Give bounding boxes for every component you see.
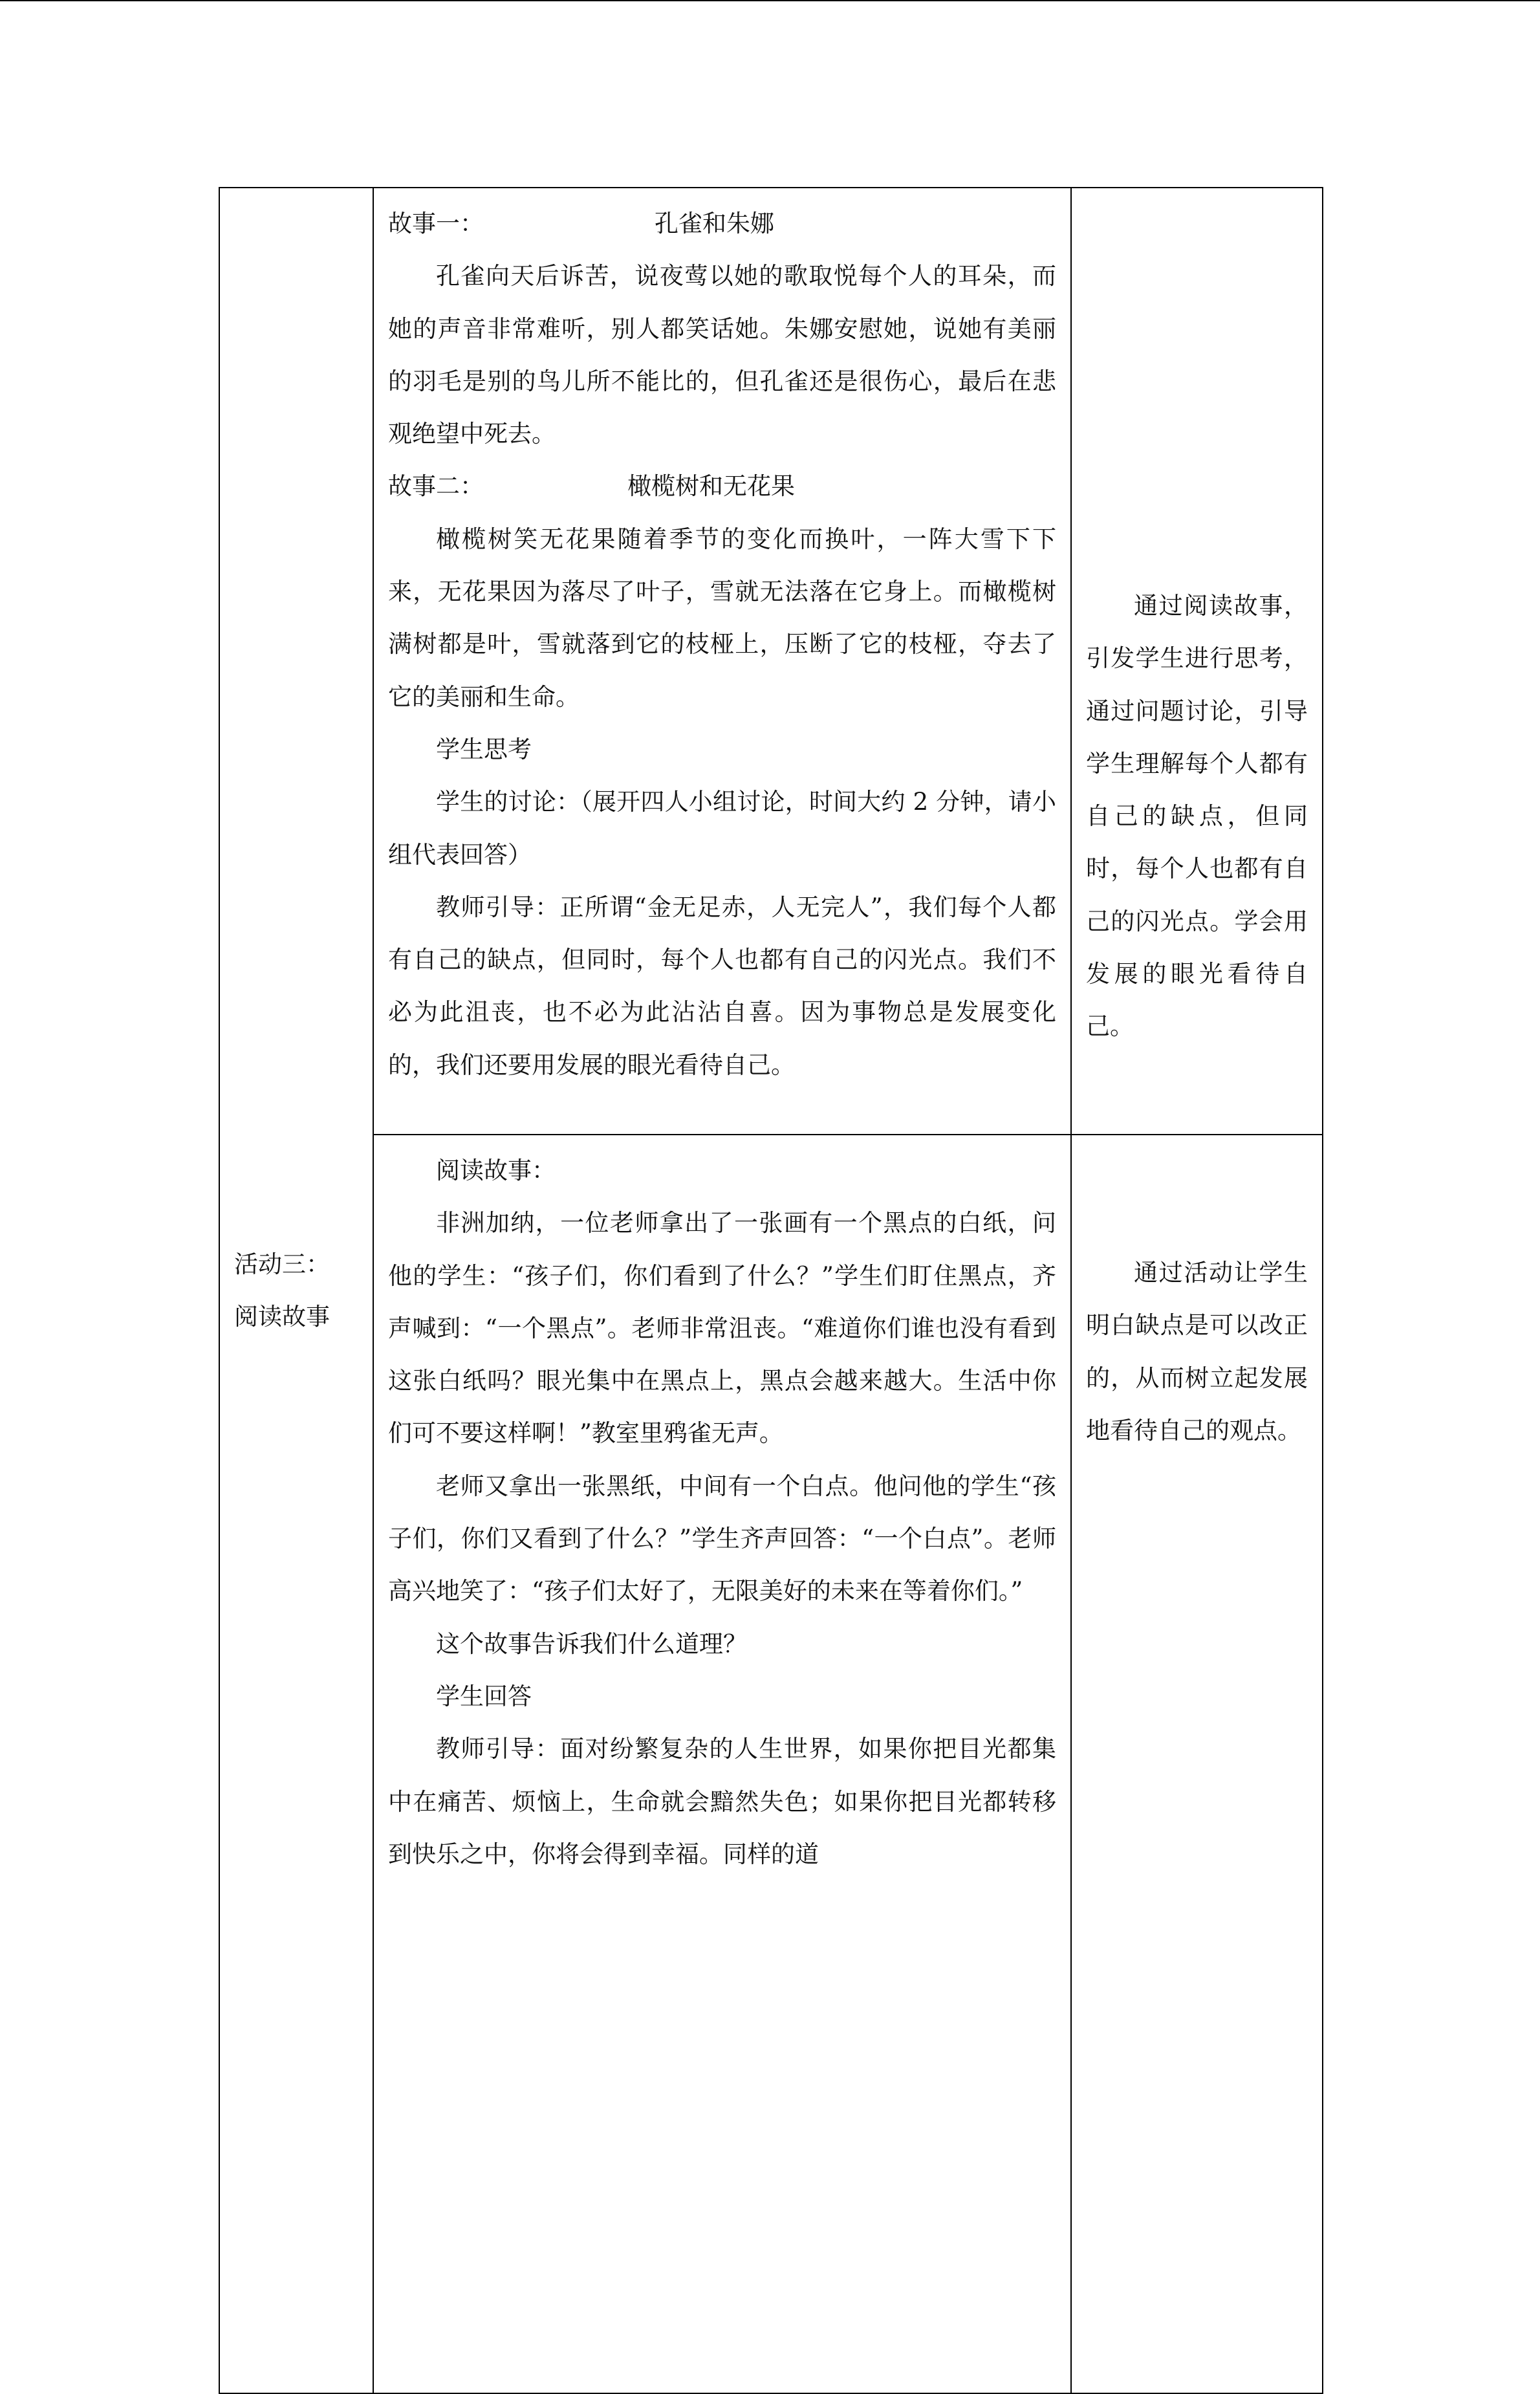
content-reading: [374, 1135, 1070, 2393]
story2-title: 橄榄树和无花果: [627, 472, 795, 501]
teacher-guidance: 教师引导：面对纷繁复杂的人生世界，如果你把目光都集中在痛苦、烦恼上，生命就会黯然失色；如果你把目光都转移到快乐之中，你将会得到幸福。同样的道: [388, 1735, 1056, 1868]
teacher-guidance: 教师引导：正所谓“金无足赤，人无完人”，我们每个人都有自己的缺点，但同时，每个人也都有自己的闪光点。我们不必为此沮丧，也不必为此沾沾自喜。因为事物总是发展变化的，我们还要用发展的眼光看待自己。: [388, 893, 1056, 1079]
design-cell: [1071, 1135, 1323, 2393]
story2-label: 故事二：: [388, 472, 484, 501]
activity-label-line1: 活动三：: [234, 1250, 330, 1278]
design-cell: [1071, 188, 1323, 1135]
student-think: 学生思考: [436, 735, 532, 763]
top-border-line: [0, 0, 1540, 1]
story2-body: 橄榄树笑无花果随着季节的变化而换叶，一阵大雪下下来，无花果因为落尽了叶子，雪就无法落在它身上。而橄榄树满树都是叶，雪就落到它的枝桠上，压断了它的枝桠，夺去了它的美丽和生命。: [388, 525, 1056, 711]
content-stories: [374, 188, 1070, 1134]
table-row: [219, 1135, 1323, 2393]
story1-heading: [388, 197, 1056, 250]
student-answer: 学生回答: [436, 1682, 532, 1710]
story1-label: 故事一：: [388, 210, 484, 237]
design-intent: 通过活动让学生明白缺点是可以改正的，从而树立起发展地看待自己的观点。: [1086, 1259, 1308, 1444]
reading-paragraph-1: 非洲加纳，一位老师拿出了一张画有一个黑点的白纸，问他的学生：“孩子们，你们看到了什么？”学生们盯住黑点，齐声喊到：“一个黑点”。老师非常沮丧。“难道你们谁也没有看到这张白纸吗？眼光集中在黑点上，黑点会越来越大。生活中你们可不要这样啊！”教室里鸦雀无声。: [388, 1209, 1056, 1448]
student-discussion: 学生的讨论：（展开四人小组讨论，时间大约 2 分钟，请小组代表回答）: [388, 788, 1056, 869]
content-cell: [373, 188, 1071, 1135]
reading-heading: 阅读故事：: [436, 1157, 556, 1184]
activity-label: [220, 1238, 373, 1343]
story1-body: 孔雀向天后诉苦，说夜莺以她的歌取悦每个人的耳朵，而她的声音非常难听，别人都笑话她。朱娜安慰她，说她有美丽的羽毛是别的鸟儿所不能比的，但孔雀还是很伤心，最后在悲观绝望中死去。: [388, 262, 1056, 448]
lesson-plan-table: [219, 187, 1323, 2394]
design-intent: 通过阅读故事，引发学生进行思考，通过问题讨论，引导学生理解每个人都有自己的缺点，但同时，每个人也都有自己的闪光点。学会用发展的眼光看待自己。: [1086, 592, 1308, 1041]
activity-label-line2: 阅读故事: [234, 1303, 330, 1331]
reading-question: 这个故事告诉我们什么道理？: [436, 1629, 747, 1658]
table-row: [219, 188, 1323, 1135]
activity-cell: [219, 188, 373, 2393]
reading-paragraph-2: 老师又拿出一张黑纸，中间有一个白点。他问他的学生“孩子们，你们又看到了什么？”学生齐声回答：“一个白点”。老师高兴地笑了：“孩子们太好了，无限美好的未来在等着你们。”: [388, 1472, 1056, 1605]
story1-title: 孔雀和朱娜: [655, 210, 774, 237]
story2-heading: [388, 460, 1056, 512]
content-cell: [373, 1135, 1071, 2393]
